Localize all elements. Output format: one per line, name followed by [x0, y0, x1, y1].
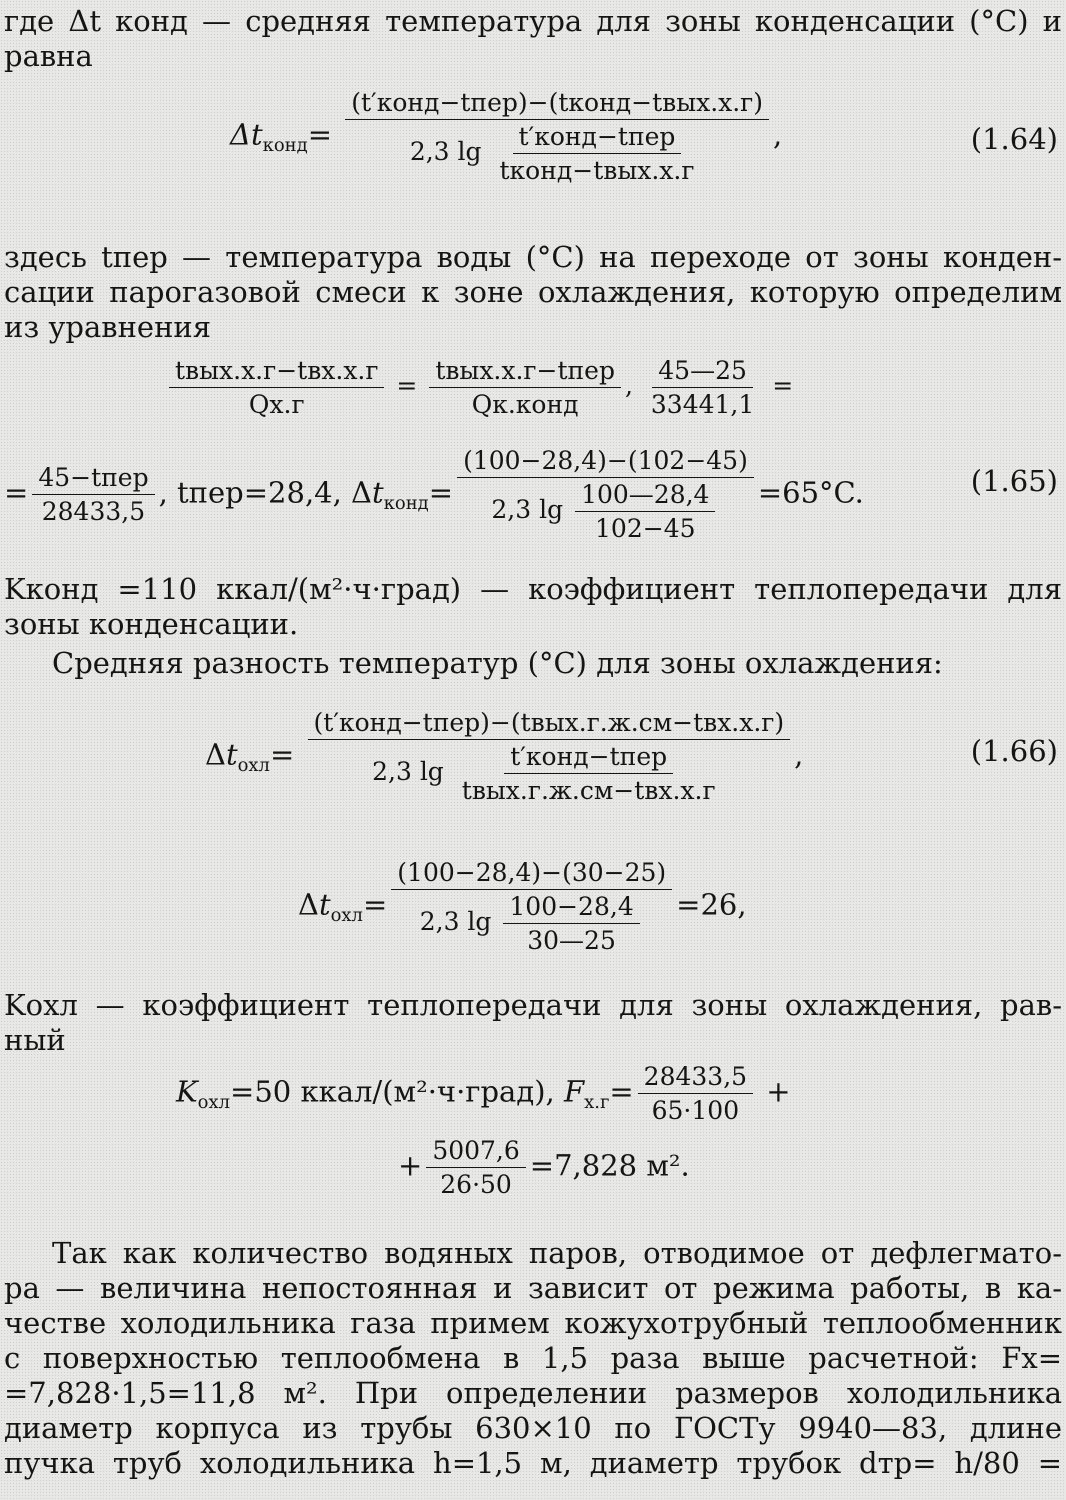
text-line: где Δt конд — средняя температура для зоны конденсации (°C) и — [4, 4, 1062, 38]
equation-1-64: $\Delta t_{конд}=$ (t′конд−tпер)−(tконд−tвых.х.г) 2,3 lg $\frac{\text{t′конд−tпер}}{\text{tконд−tвых.х.г}}$ , — [230, 88, 783, 185]
fraction-denominator: 2,3 lg $\frac{\text{t′конд−tпер}}{\text{tконд−tвых.х.г}}$ — [409, 122, 695, 185]
equation-1-65-part1: $\frac{\text{tвых.х.г−tвх.х.г}}{Qх.г}$ = $\frac{\text{tвых.х.г−tпер}}{\text{Qк.конд}}$ , $\frac{45—25}{33441,1}$ = — [165, 356, 793, 419]
equation-number: (1.66) — [970, 734, 1058, 768]
equation-1-66-calc: $\Delta t_{охл}=$ (100−28,4)−(30−25) 2,3 lg $\frac{100-28,4}{30—25}$ =26, — [298, 858, 747, 955]
equation-kohl: $K_{охл}=50$ ккал/(м²·ч·град), $F_{х.г}=$ $\frac{28433,5}{65\cdot 100}$ + — [176, 1062, 791, 1125]
text-line: пучка труб холодильника h=1,5 м, диаметр трубок dтр= h/80 = — [4, 1446, 1062, 1480]
text-line: равна — [4, 39, 93, 73]
fraction-numerator: (t′конд−tпер)−(tконд−tвых.х.г) — [345, 88, 769, 120]
text-line: Kохл — коэффициент теплопередачи для зоны охлаждения, рав- — [4, 988, 1062, 1022]
paragraph-mean-diff: Средняя разность температур (°C) для зоны охлаждения: — [52, 646, 943, 680]
text-line: сации парогазовой смеси к зоне охлаждения, которую определим — [4, 275, 1062, 309]
equation-fxg-result: + $\frac{5007,6}{26\cdot 50}$ =7,828 м². — [398, 1136, 690, 1199]
equation-number: (1.65) — [970, 464, 1058, 498]
text-line: диаметр корпуса из трубы 630×10 по ГОСТу 9940—83, длине — [4, 1411, 1062, 1445]
text-line: честве холодильника газа примем кожухотрубный теплообменник — [4, 1306, 1062, 1340]
paragraph-kkond — [4, 572, 1062, 642]
text-line: Kконд =110 ккал/(м²·ч·град) — коэффициент теплопередачи для — [4, 572, 1062, 606]
paragraph-kohl — [4, 988, 1062, 1058]
text-line: с поверхностью теплообмена в 1,5 раза выше расчетной: Fx= — [4, 1341, 1062, 1375]
text-line: Так как количество водяных паров, отводимое от дефлегмато- — [52, 1236, 1062, 1270]
paragraph-tper — [4, 240, 1062, 345]
text-line: здесь tпер — температура воды (°C) на переходе от зоны конден- — [4, 240, 1062, 274]
text-line: =7,828·1,5=11,8 м². При определении размеров холодильника — [4, 1376, 1062, 1410]
text-line: зоны конденсации. — [4, 607, 299, 641]
paragraph-conclusion — [4, 1236, 1062, 1481]
text-line: из уравнения — [4, 310, 212, 344]
equation-1-65-part2: = $\frac{\text{45−tпер}}{28433,5}$ , tпер=28,4, $\Delta t_{конд}=$ (100−28,4)−(102−45) 2,3 lg $\frac{100—28,4}{102-45}$ =65°C. — [4, 446, 864, 543]
paragraph-intro — [4, 4, 1062, 74]
text-line: ный — [4, 1023, 66, 1057]
equation-number: (1.64) — [970, 122, 1058, 156]
equation-1-66: $\Delta t_{охл}=$ (t′конд−tпер)−(tвых.г.ж.см−tвх.х.г) 2,3 lg $\frac{\text{t′конд−tпер}}{\text{tвых.г.ж.см−tвх.х.г}}$ , — [205, 708, 804, 805]
text-line: ра — величина непостоянная и зависит от режима работы, в ка- — [4, 1271, 1062, 1305]
